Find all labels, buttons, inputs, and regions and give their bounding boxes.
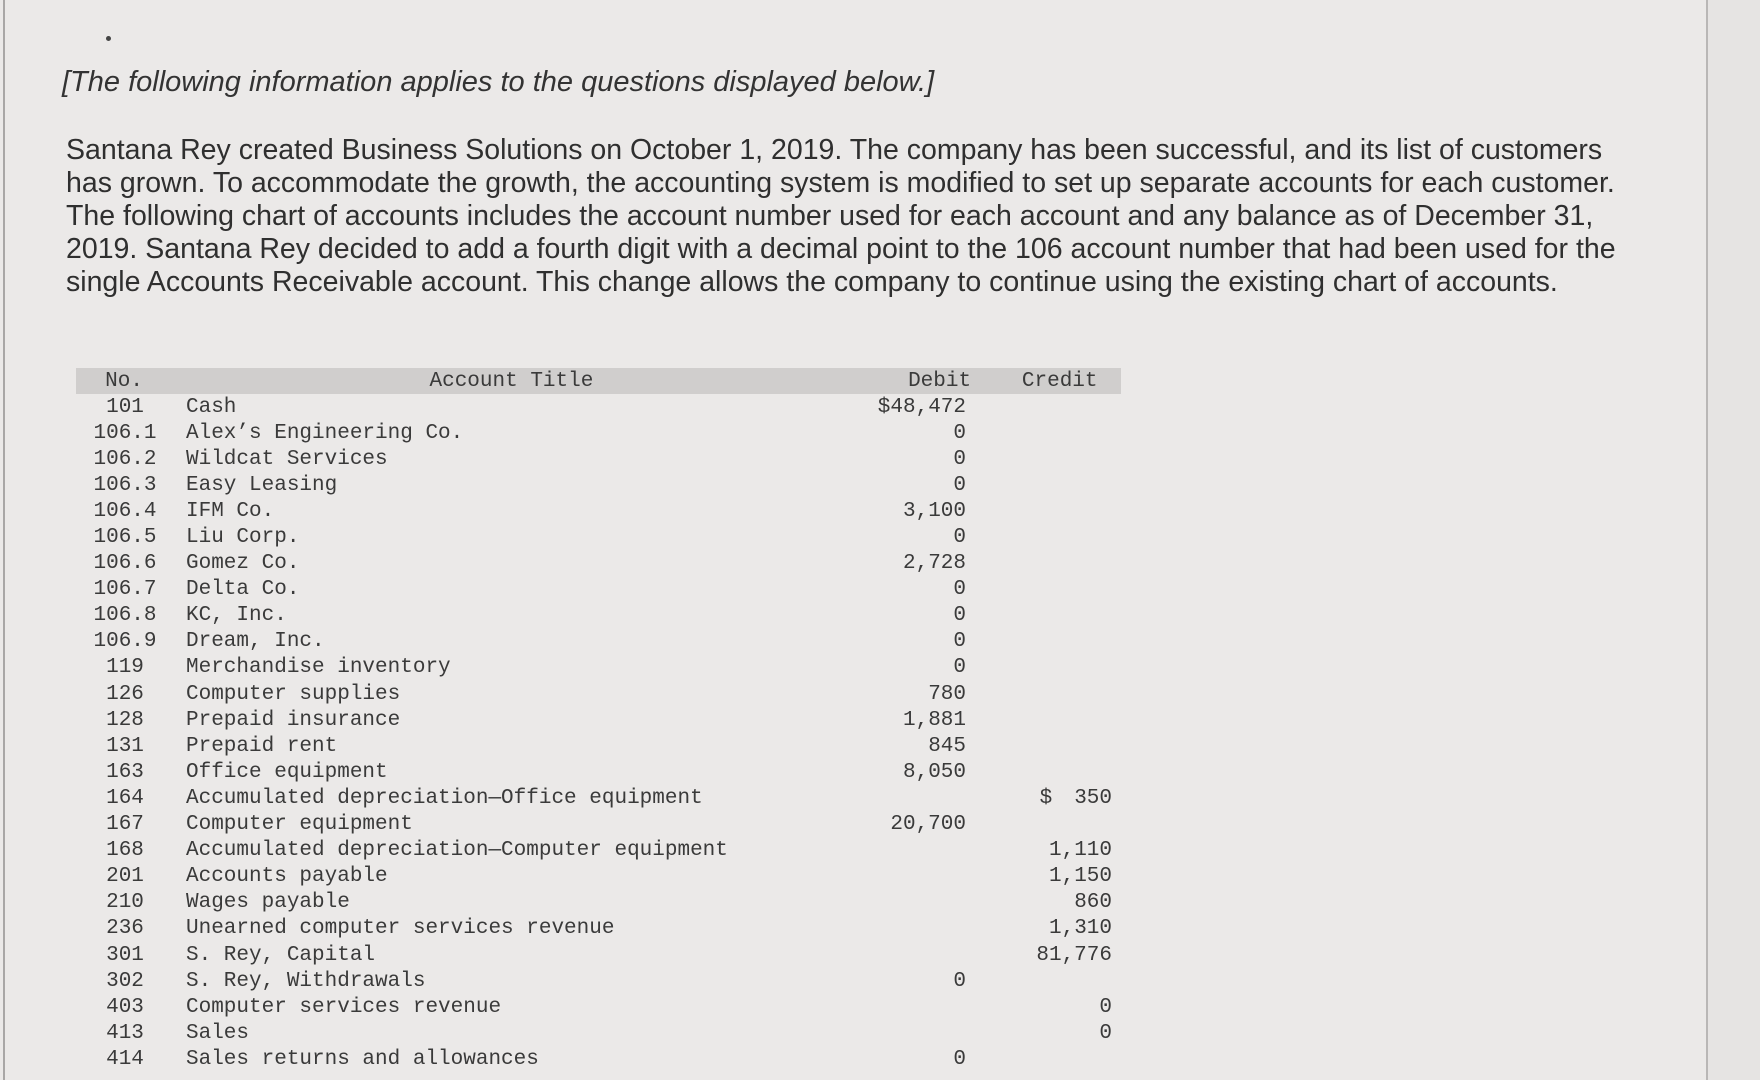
debit-balance: 0 bbox=[953, 630, 966, 654]
account-title: Sales returns and allowances bbox=[186, 1047, 539, 1071]
account-number: 106.1 bbox=[93, 421, 157, 445]
left-border bbox=[3, 0, 5, 1080]
account-number: 106.7 bbox=[93, 578, 157, 602]
table-row bbox=[76, 994, 1121, 1020]
account-title: Prepaid rent bbox=[186, 734, 338, 758]
debit-balance: 0 bbox=[953, 447, 966, 471]
table-row bbox=[76, 890, 1121, 916]
table-body bbox=[76, 394, 1121, 1072]
table-row bbox=[76, 785, 1121, 811]
account-number: 403 bbox=[106, 995, 144, 1019]
problem-paragraph: Santana Rey created Business Solutions on October 1, 2019. The company has been successful, and its list of customers has grown. To accommodate the growth, the accounting system is modified to set up separate accounts for each customer. The following chart of accounts includes the account number used for each account and any balance as of December 31, 2019. Santana Rey decided to add a fourth digit with a decimal point to the 106 account number that had been used for the single Accounts Receivable account. This change allows the company to continue using the existing chart of accounts. bbox=[66, 134, 1616, 298]
header-credit: Credit bbox=[1021, 369, 1098, 393]
debit-balance: 0 bbox=[953, 473, 966, 497]
account-title: Merchandise inventory bbox=[186, 656, 451, 680]
account-number: 106.3 bbox=[93, 473, 157, 497]
credit-value: 81,776 bbox=[1036, 943, 1112, 967]
credit-value: 0 bbox=[1099, 1021, 1112, 1045]
table-row bbox=[76, 446, 1121, 472]
credit-value: 1,150 bbox=[1048, 865, 1112, 889]
table-row bbox=[76, 655, 1121, 681]
header-account-title: Account Title bbox=[429, 369, 594, 393]
chart-of-accounts-table bbox=[76, 368, 1121, 1072]
account-number: 106.9 bbox=[93, 630, 157, 654]
header-debit: Debit bbox=[908, 369, 972, 393]
table-row bbox=[76, 577, 1121, 603]
debit-balance: 0 bbox=[953, 1047, 966, 1071]
credit-balance bbox=[966, 944, 1112, 967]
credit-balance bbox=[966, 1022, 1112, 1045]
table-row bbox=[76, 1046, 1121, 1072]
table-row bbox=[76, 838, 1121, 864]
intro-note: [The following information applies to the questions displayed below.] bbox=[62, 66, 935, 98]
account-number: 106.2 bbox=[93, 447, 157, 471]
table-row bbox=[76, 472, 1121, 498]
account-number: 126 bbox=[106, 682, 144, 706]
account-number: 163 bbox=[106, 760, 144, 784]
account-title: Computer services revenue bbox=[186, 995, 502, 1019]
account-number: 106.6 bbox=[93, 552, 157, 576]
account-number: 106.5 bbox=[93, 526, 157, 550]
account-title: Sales bbox=[186, 1021, 250, 1045]
account-title: Cash bbox=[186, 395, 237, 419]
credit-balance bbox=[966, 787, 1112, 810]
account-title: KC, Inc. bbox=[186, 604, 287, 628]
debit-balance: 1,881 bbox=[902, 708, 966, 732]
credit-value: 860 bbox=[1074, 891, 1112, 915]
account-number: 210 bbox=[106, 891, 144, 915]
table-row bbox=[76, 551, 1121, 577]
table-header bbox=[76, 368, 1121, 394]
account-title: Alex’s Engineering Co. bbox=[186, 421, 464, 445]
account-number: 119 bbox=[106, 656, 144, 680]
account-number: 131 bbox=[106, 734, 144, 758]
account-number: 301 bbox=[106, 943, 144, 967]
account-number: 168 bbox=[106, 839, 144, 863]
account-title: Accumulated depreciation—Computer equipment bbox=[186, 839, 728, 863]
table-row bbox=[76, 394, 1121, 420]
table-row bbox=[76, 629, 1121, 655]
bullet-dot bbox=[106, 36, 111, 41]
debit-balance: $48,472 bbox=[877, 395, 966, 419]
table-row bbox=[76, 942, 1121, 968]
table-row bbox=[76, 812, 1121, 838]
debit-balance: 0 bbox=[953, 578, 966, 602]
table-row bbox=[76, 420, 1121, 446]
table-row bbox=[76, 759, 1121, 785]
account-number: 128 bbox=[106, 708, 144, 732]
account-title: Computer equipment bbox=[186, 813, 413, 837]
table-row bbox=[76, 707, 1121, 733]
account-number: 106.4 bbox=[93, 499, 157, 523]
account-title: S. Rey, Capital bbox=[186, 943, 376, 967]
credit-balance bbox=[966, 839, 1112, 862]
credit-balance bbox=[966, 891, 1112, 914]
account-title: Delta Co. bbox=[186, 578, 300, 602]
table-row bbox=[76, 681, 1121, 707]
table-row bbox=[76, 603, 1121, 629]
credit-value: 1,310 bbox=[1048, 917, 1112, 941]
currency-symbol: $ bbox=[1039, 786, 1053, 810]
credit-value: 350 bbox=[1074, 786, 1112, 810]
account-title: Accumulated depreciation—Office equipment bbox=[186, 786, 703, 810]
account-title: Gomez Co. bbox=[186, 552, 300, 576]
debit-balance: 780 bbox=[928, 682, 966, 706]
account-number: 414 bbox=[106, 1047, 144, 1071]
header-no: No. bbox=[105, 369, 143, 393]
table-row bbox=[76, 1020, 1121, 1046]
debit-balance: 0 bbox=[953, 656, 966, 680]
account-title: S. Rey, Withdrawals bbox=[186, 969, 426, 993]
account-title: Accounts payable bbox=[186, 865, 388, 889]
credit-value: 1,110 bbox=[1048, 839, 1112, 863]
account-title: Wildcat Services bbox=[186, 447, 388, 471]
table-row bbox=[76, 864, 1121, 890]
debit-balance: 0 bbox=[953, 969, 966, 993]
account-title: Dream, Inc. bbox=[186, 630, 325, 654]
account-number: 302 bbox=[106, 969, 144, 993]
account-number: 167 bbox=[106, 813, 144, 837]
account-title: Wages payable bbox=[186, 891, 350, 915]
account-title: Prepaid insurance bbox=[186, 708, 401, 732]
account-number: 101 bbox=[106, 395, 144, 419]
account-number: 413 bbox=[106, 1021, 144, 1045]
table-row bbox=[76, 968, 1121, 994]
account-title: IFM Co. bbox=[186, 499, 275, 523]
debit-balance: 2,728 bbox=[902, 552, 966, 576]
account-title: Unearned computer services revenue bbox=[186, 917, 615, 941]
table-row bbox=[76, 498, 1121, 524]
debit-balance: 0 bbox=[953, 604, 966, 628]
account-number: 201 bbox=[106, 865, 144, 889]
debit-balance: 20,700 bbox=[890, 813, 966, 837]
credit-balance bbox=[966, 917, 1112, 940]
table-row bbox=[76, 733, 1121, 759]
debit-balance: 0 bbox=[953, 526, 966, 550]
table-row bbox=[76, 916, 1121, 942]
account-title: Office equipment bbox=[186, 760, 388, 784]
debit-balance: 3,100 bbox=[902, 499, 966, 523]
debit-balance: 845 bbox=[928, 734, 966, 758]
credit-value: 0 bbox=[1099, 995, 1112, 1019]
account-title: Computer supplies bbox=[186, 682, 401, 706]
account-title: Liu Corp. bbox=[186, 526, 300, 550]
account-number: 106.8 bbox=[93, 604, 157, 628]
debit-balance: 8,050 bbox=[902, 760, 966, 784]
debit-balance: 0 bbox=[953, 421, 966, 445]
account-number: 236 bbox=[106, 917, 144, 941]
table-row bbox=[76, 524, 1121, 550]
account-title: Easy Leasing bbox=[186, 473, 338, 497]
account-number: 164 bbox=[106, 786, 144, 810]
credit-balance bbox=[966, 865, 1112, 888]
credit-balance bbox=[966, 996, 1112, 1019]
